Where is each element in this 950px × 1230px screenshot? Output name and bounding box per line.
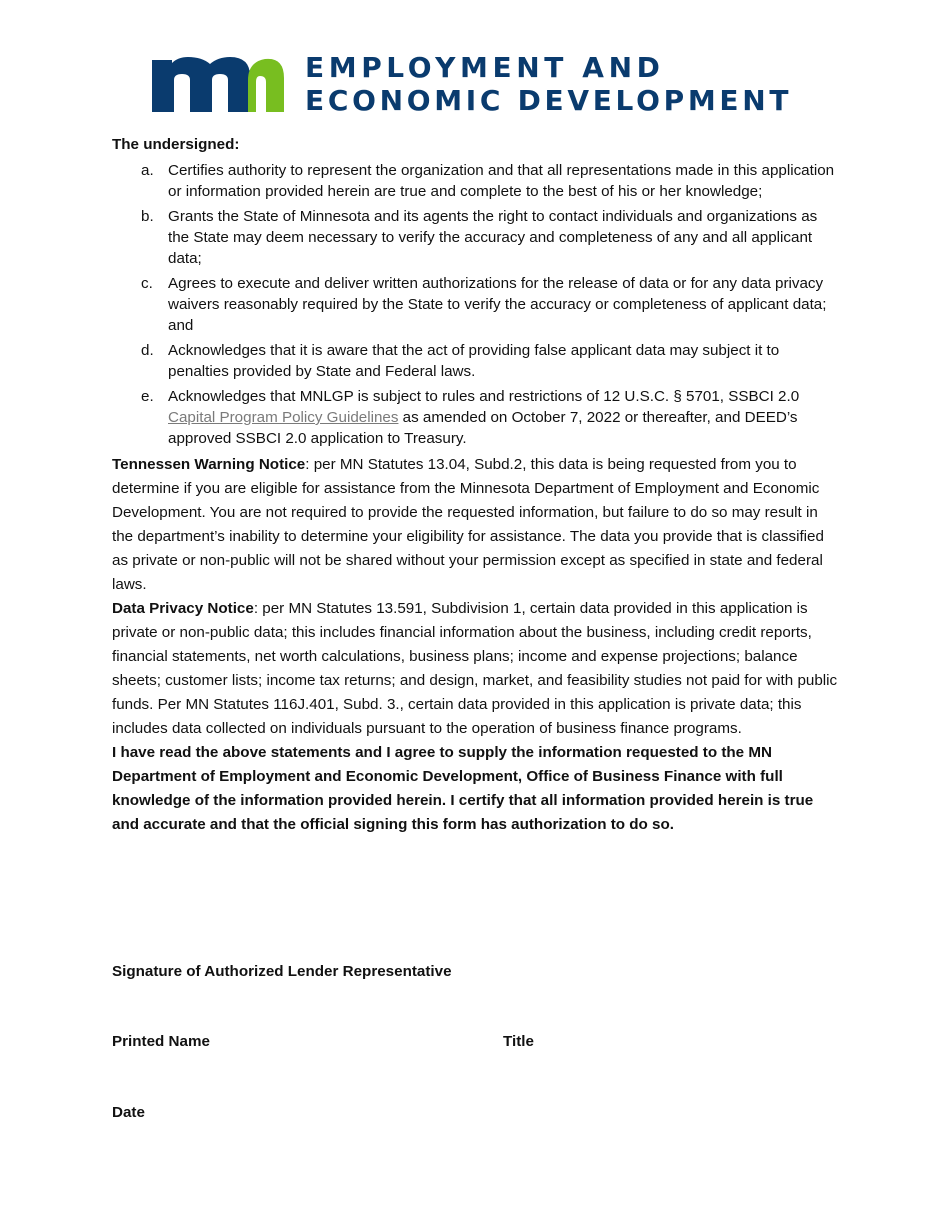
list-item-text: Agrees to execute and deliver written authorizations for the release of data or for any data privacy waivers reasonably required by the State to verify the accuracy or completeness of applicant data; and	[168, 275, 827, 334]
list-item-text: Certifies authority to represent the organization and that all representations made in this application or information provided herein are true and complete to the best of his or her knowledge;	[168, 162, 835, 200]
list-marker: d.	[141, 342, 154, 359]
privacy-label: Data Privacy Notice	[112, 600, 254, 617]
list-item-text-before: Acknowledges that MNLGP is subject to rules and restrictions of 12 U.S.C. § 5701, SSBCI 2.0	[168, 388, 800, 405]
list-item	[112, 160, 842, 202]
list-item-text: Acknowledges that it is aware that the act of providing false applicant data may subject it to penalties provided by State and Federal laws.	[168, 342, 780, 380]
logo-line-1: EMPLOYMENT AND	[305, 51, 665, 84]
list-item-text: Grants the State of Minnesota and its agents the right to contact individuals and organizations as the State may deem necessary to verify the accuracy and completeness of any and all applicant data;	[168, 208, 818, 267]
form-content	[112, 134, 842, 837]
deed-logo	[152, 51, 802, 117]
certification-statement: I have read the above statements and I agree to supply the information requested to the MN Department of Employment and Economic Development, Office of Business Finance with full knowledge of the information provided herein. I certify that all information provided herein is true and accurate and that the official signing this form has authorization to do so.	[112, 744, 814, 833]
undersigned-heading: The undersigned:	[112, 136, 240, 153]
list-marker: a.	[141, 162, 154, 179]
date-label: Date	[112, 1104, 145, 1121]
list-item	[112, 386, 842, 449]
logo-wordmark	[305, 51, 792, 117]
tennessen-text: : per MN Statutes 13.04, Subd.2, this data is being requested from you to determine if you are eligible for assistance from the Minnesota Department of Employment and Economic Development. You are not required to provide the requested information, but failure to do so may result in the department’s inability to determine your eligibility for assistance. The data you provide that is classified as private or non-public will not be shared without your permission except as specified in state and federal laws.	[112, 456, 824, 593]
list-marker: e.	[141, 388, 154, 405]
policy-guidelines-link[interactable]: Capital Program Policy Guidelines	[168, 409, 399, 426]
signature-label: Signature of Authorized Lender Representative	[112, 963, 452, 980]
list-item	[112, 273, 842, 336]
privacy-text: : per MN Statutes 13.591, Subdivision 1, certain data provided in this application is private or non-public data; this includes financial information about the business, including credit reports, financial statements, net worth calculations, business plans; income and expense projections; balance sheets; customer lists; income tax returns; and design, market, and feasibility studies not paid for with public funds. Per MN Statutes 116J.401, Subd. 3., certain data provided in this application is private data; this includes data collected on individuals pursuant to the operation of business finance programs.	[112, 600, 838, 737]
mn-logo-mark-icon	[152, 54, 286, 114]
list-item-text-after: as amended on October 7, 2022 or thereafter, and DEED’s approved SSBCI 2.0 application to Treasury.	[168, 409, 798, 447]
title-label: Title	[503, 1033, 534, 1050]
list-item	[112, 206, 842, 269]
printed-name-label: Printed Name	[112, 1033, 210, 1050]
list-item	[112, 340, 842, 382]
tennessen-label: Tennessen Warning Notice	[112, 456, 306, 473]
data-privacy-notice	[112, 597, 842, 741]
certification-list	[112, 160, 842, 449]
list-marker: b.	[141, 208, 154, 225]
list-marker: c.	[141, 275, 153, 292]
tennessen-warning-notice	[112, 453, 842, 597]
logo-line-2: ECONOMIC DEVELOPMENT	[305, 84, 793, 117]
